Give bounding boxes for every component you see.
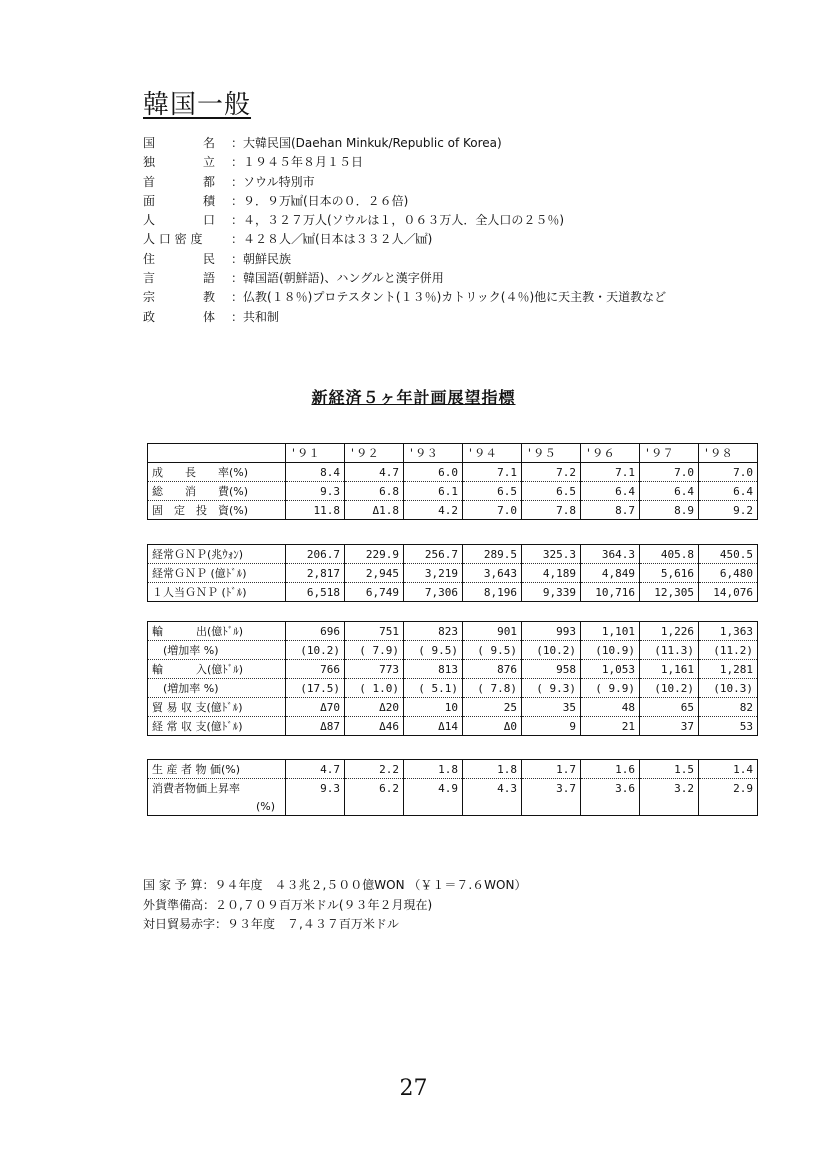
value-cell: ( 5.1)	[404, 679, 463, 698]
value-cell: Δ87	[286, 717, 345, 736]
value-cell: 6.4	[581, 482, 640, 501]
value-cell: 5,616	[640, 564, 699, 583]
row-label: 経常ＧＮＰ (億ﾄﾞﾙ)	[148, 564, 286, 583]
profile-label: 首 都	[143, 174, 216, 189]
value-cell: 9.2	[699, 501, 758, 520]
value-cell: 6.4	[640, 482, 699, 501]
page-title: 韓国一般	[143, 90, 252, 120]
profile-value: ：９．９万㎢(日本の０．２６倍)	[231, 193, 409, 208]
profile-row	[143, 153, 666, 172]
profile-label: 人 口	[143, 213, 216, 228]
value-cell: 9	[522, 717, 581, 736]
profile-value: ：１９４５年８月１５日	[231, 155, 364, 170]
table-row	[148, 760, 758, 779]
value-cell: 7.1	[581, 463, 640, 482]
row-label: 経 常 収 支(億ﾄﾞﾙ)	[148, 717, 286, 736]
value-cell: 65	[640, 698, 699, 717]
value-cell: 4.7	[345, 463, 404, 482]
value-cell: 813	[404, 660, 463, 679]
value-cell: (10.2)	[286, 641, 345, 660]
value-cell: 766	[286, 660, 345, 679]
table-row	[148, 779, 758, 798]
value-cell: 6,480	[699, 564, 758, 583]
budget-line: 対日貿易赤字：９３年度 ７,４３７百万米ドル	[143, 917, 399, 931]
header-blank-cell	[148, 444, 286, 463]
row-label: 消費者物価上昇率	[148, 779, 286, 798]
value-cell: 1,053	[581, 660, 640, 679]
value-cell: 2.2	[345, 760, 404, 779]
value-cell: 256.7	[404, 545, 463, 564]
row-label: 輸 出(億ﾄﾞﾙ)	[148, 622, 286, 641]
table-row	[148, 583, 758, 602]
table-row	[148, 545, 758, 564]
row-label: 生 産 者 物 価(%)	[148, 760, 286, 779]
profile-row	[143, 211, 666, 230]
value-cell: 751	[345, 622, 404, 641]
value-cell: 4.9	[404, 779, 463, 798]
value-cell: ( 9.3)	[522, 679, 581, 698]
value-cell: 7,306	[404, 583, 463, 602]
value-cell: 1,101	[581, 622, 640, 641]
blank-cell	[345, 797, 404, 816]
profile-label: 国 名	[143, 136, 216, 150]
value-cell: 6.5	[522, 482, 581, 501]
growth-table	[147, 443, 758, 520]
value-cell: 1.8	[404, 760, 463, 779]
value-cell: (10.2)	[522, 641, 581, 660]
value-cell: 8,196	[463, 583, 522, 602]
profile-label: 面 積	[143, 193, 216, 208]
value-cell: 8.4	[286, 463, 345, 482]
profile-row	[143, 250, 666, 269]
value-cell: 1.5	[640, 760, 699, 779]
value-cell: 2,945	[345, 564, 404, 583]
value-cell: 229.9	[345, 545, 404, 564]
value-cell: 6.8	[345, 482, 404, 501]
profile-row	[143, 134, 666, 153]
value-cell: (11.2)	[699, 641, 758, 660]
value-cell: 37	[640, 717, 699, 736]
profile-value: ：仏教(１８％)プロテスタント(１３％)カトリック(４％)他に天主教・天道教など	[231, 290, 667, 305]
value-cell: 206.7	[286, 545, 345, 564]
table-row	[148, 564, 758, 583]
year-header: '９３	[404, 444, 463, 463]
profile-value: ：ソウル特別市	[231, 174, 315, 189]
value-cell: 48	[581, 698, 640, 717]
row-label: 経常ＧＮＰ(兆ｳｫﾝ)	[148, 545, 286, 564]
value-cell: 901	[463, 622, 522, 641]
value-cell: 11.8	[286, 501, 345, 520]
profile-label: 宗 教	[143, 290, 216, 305]
budget-notes	[143, 876, 526, 935]
value-cell: 4.2	[404, 501, 463, 520]
blank-cell	[404, 797, 463, 816]
value-cell: ( 7.9)	[345, 641, 404, 660]
table-row	[148, 660, 758, 679]
value-cell: 450.5	[699, 545, 758, 564]
value-cell: 3.7	[522, 779, 581, 798]
value-cell: 14,076	[699, 583, 758, 602]
value-cell: 8.9	[640, 501, 699, 520]
value-cell: 696	[286, 622, 345, 641]
value-cell: 1,161	[640, 660, 699, 679]
row-label: 貿 易 収 支(億ﾄﾞﾙ)	[148, 698, 286, 717]
value-cell: 6,749	[345, 583, 404, 602]
value-cell: (10.3)	[699, 679, 758, 698]
row-label: 固 定 投 資(%)	[148, 501, 286, 520]
profile-value: ：４２８人／㎢(日本は３３２人／㎢)	[231, 232, 433, 247]
value-cell: 993	[522, 622, 581, 641]
page-number: 27	[399, 1076, 428, 1101]
year-header: '９１	[286, 444, 345, 463]
value-cell: (10.2)	[640, 679, 699, 698]
value-cell: 7.0	[699, 463, 758, 482]
trade-table	[147, 621, 758, 736]
value-cell: 2.9	[699, 779, 758, 798]
table-row	[148, 482, 758, 501]
value-cell: 876	[463, 660, 522, 679]
row-label: １人当ＧＮＰ (ﾄﾞﾙ)	[148, 583, 286, 602]
profile-value: ：朝鮮民族	[231, 251, 292, 266]
value-cell: 21	[581, 717, 640, 736]
table-row	[148, 698, 758, 717]
value-cell: Δ1.8	[345, 501, 404, 520]
value-cell: Δ0	[463, 717, 522, 736]
value-cell: 1,226	[640, 622, 699, 641]
value-cell: 4,189	[522, 564, 581, 583]
profile-label: 独 立	[143, 155, 216, 170]
value-cell: 6,518	[286, 583, 345, 602]
value-cell: Δ46	[345, 717, 404, 736]
value-cell: 4.3	[463, 779, 522, 798]
value-cell: 7.2	[522, 463, 581, 482]
year-header: '９２	[345, 444, 404, 463]
row-label: 総 消 費(%)	[148, 482, 286, 501]
row-label: (増加率 %)	[148, 679, 286, 698]
value-cell: ( 7.8)	[463, 679, 522, 698]
blank-cell	[581, 797, 640, 816]
value-cell: 8.7	[581, 501, 640, 520]
value-cell: 823	[404, 622, 463, 641]
value-cell: 10	[404, 698, 463, 717]
value-cell: 3,219	[404, 564, 463, 583]
value-cell: 6.2	[345, 779, 404, 798]
value-cell: 6.1	[404, 482, 463, 501]
value-cell: 4.7	[286, 760, 345, 779]
profile-value: ：共和制	[231, 309, 280, 324]
unit-label: (%)	[148, 797, 286, 816]
value-cell: ( 9.5)	[404, 641, 463, 660]
value-cell: ( 9.9)	[581, 679, 640, 698]
year-header: '９５	[522, 444, 581, 463]
value-cell: 3.2	[640, 779, 699, 798]
value-cell: 1.6	[581, 760, 640, 779]
table-row	[148, 622, 758, 641]
profile-value: ：韓国語(朝鮮語)、ハングルと漢字併用	[231, 271, 444, 286]
profile-row	[143, 269, 666, 288]
table-row	[148, 717, 758, 736]
value-cell: 364.3	[581, 545, 640, 564]
value-cell: 773	[345, 660, 404, 679]
table-row	[148, 641, 758, 660]
profile-value: ：４，３２７万人(ソウルは１，０６３万人．全人口の２５％)	[231, 213, 565, 228]
profile-row	[143, 230, 666, 249]
value-cell: 35	[522, 698, 581, 717]
profile-row	[143, 192, 666, 211]
value-cell: 12,305	[640, 583, 699, 602]
row-label: 成 長 率(%)	[148, 463, 286, 482]
value-cell: 1,281	[699, 660, 758, 679]
value-cell: 6.4	[699, 482, 758, 501]
value-cell: 405.8	[640, 545, 699, 564]
unit-row	[148, 797, 758, 816]
blank-cell	[286, 797, 345, 816]
profile-row	[143, 173, 666, 192]
price-table	[147, 759, 758, 816]
budget-line: 外貨準備高：２０,７０９百万米ドル(９３年２月現在)	[143, 897, 433, 912]
blank-cell	[522, 797, 581, 816]
value-cell: 4,849	[581, 564, 640, 583]
value-cell: ( 1.0)	[345, 679, 404, 698]
profile-label: 住 民	[143, 251, 216, 266]
value-cell: 289.5	[463, 545, 522, 564]
value-cell: 7.8	[522, 501, 581, 520]
profile-value: ：大韓民国(Daehan Minkuk/Republic of Korea)	[231, 136, 502, 150]
profile-label: 政 体	[143, 309, 216, 324]
value-cell: (11.3)	[640, 641, 699, 660]
profile-label: 人 口 密 度	[143, 232, 203, 247]
year-header-row	[148, 444, 758, 463]
value-cell: (17.5)	[286, 679, 345, 698]
value-cell: 1.7	[522, 760, 581, 779]
value-cell: 82	[699, 698, 758, 717]
value-cell: Δ14	[404, 717, 463, 736]
year-header: '９６	[581, 444, 640, 463]
value-cell: 7.0	[640, 463, 699, 482]
profile-label: 言 語	[143, 271, 216, 286]
table-row	[148, 463, 758, 482]
value-cell: 10,716	[581, 583, 640, 602]
profile-row	[143, 288, 666, 307]
table-row	[148, 679, 758, 698]
value-cell: ( 9.5)	[463, 641, 522, 660]
value-cell: 3.6	[581, 779, 640, 798]
row-label: (増加率 %)	[148, 641, 286, 660]
value-cell: 6.0	[404, 463, 463, 482]
value-cell: 9.3	[286, 482, 345, 501]
value-cell: 7.0	[463, 501, 522, 520]
value-cell: 25	[463, 698, 522, 717]
blank-cell	[463, 797, 522, 816]
value-cell: 2,817	[286, 564, 345, 583]
value-cell: Δ70	[286, 698, 345, 717]
year-header: '９７	[640, 444, 699, 463]
year-header: '９８	[699, 444, 758, 463]
value-cell: 7.1	[463, 463, 522, 482]
table-row	[148, 501, 758, 520]
budget-line: 国 家 予 算：９４年度 ４３兆２,５００億WON （￥１＝７.６WON）	[143, 878, 527, 892]
country-profile	[143, 134, 666, 327]
value-cell: 325.3	[522, 545, 581, 564]
blank-cell	[699, 797, 758, 816]
value-cell: 53	[699, 717, 758, 736]
value-cell: Δ20	[345, 698, 404, 717]
value-cell: 9.3	[286, 779, 345, 798]
value-cell: (10.9)	[581, 641, 640, 660]
value-cell: 1.8	[463, 760, 522, 779]
value-cell: 3,643	[463, 564, 522, 583]
row-label: 輸 入(億ﾄﾞﾙ)	[148, 660, 286, 679]
blank-cell	[640, 797, 699, 816]
plan-title: 新経済５ヶ年計画展望指標	[311, 388, 516, 407]
gnp-table	[147, 544, 758, 602]
value-cell: 1,363	[699, 622, 758, 641]
profile-row	[143, 308, 666, 327]
year-header: '９４	[463, 444, 522, 463]
value-cell: 6.5	[463, 482, 522, 501]
value-cell: 958	[522, 660, 581, 679]
value-cell: 9,339	[522, 583, 581, 602]
value-cell: 1.4	[699, 760, 758, 779]
